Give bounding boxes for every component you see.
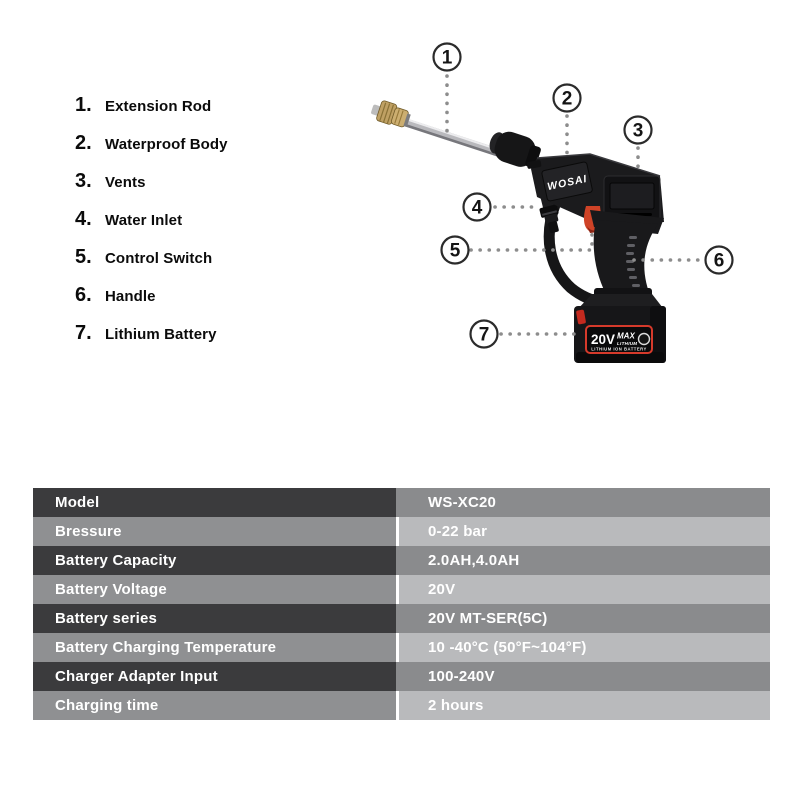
part-name: Extension Rod bbox=[105, 98, 212, 115]
handle bbox=[590, 210, 664, 300]
callout-7 bbox=[471, 321, 498, 348]
part-number: 4. bbox=[75, 208, 92, 230]
spec-row-charging-time bbox=[33, 691, 770, 720]
spec-value: 20V MT-SER(5C) bbox=[399, 604, 770, 633]
battery-strip-label: LITHIUM ION BATTERY bbox=[591, 346, 647, 352]
callout-5 bbox=[442, 237, 469, 264]
spec-label: Charger Adapter Input bbox=[33, 662, 399, 691]
spec-row-pressure bbox=[33, 517, 770, 546]
spec-row-charger-adapter-input bbox=[33, 662, 770, 691]
part-name: Vents bbox=[105, 174, 146, 191]
part-number: 2. bbox=[75, 132, 92, 154]
callout-2 bbox=[554, 85, 581, 112]
brass-nozzle-icon bbox=[369, 98, 412, 130]
callout-1-number: 1 bbox=[441, 47, 453, 69]
part-name: Handle bbox=[105, 288, 156, 305]
part-name: Waterproof Body bbox=[105, 136, 228, 153]
battery-lithium-label: LITHIUM bbox=[617, 341, 638, 346]
part-number: 6. bbox=[75, 284, 92, 306]
callout-4 bbox=[464, 194, 491, 221]
spec-value: WS-XC20 bbox=[399, 488, 770, 517]
callout-5-number: 5 bbox=[449, 240, 461, 262]
spec-value: 2.0AH,4.0AH bbox=[399, 546, 770, 575]
callout-1 bbox=[434, 44, 461, 71]
part-number: 5. bbox=[75, 246, 92, 268]
part-number: 7. bbox=[75, 322, 92, 344]
lithium-battery bbox=[574, 288, 666, 363]
callout-6-number: 6 bbox=[713, 250, 725, 272]
part-name: Water Inlet bbox=[105, 212, 183, 229]
battery-badge-icon bbox=[639, 334, 650, 345]
spec-label: Battery series bbox=[33, 604, 399, 633]
callout-7-number: 7 bbox=[478, 324, 490, 346]
spray-gun-illustration bbox=[369, 98, 666, 363]
spec-value: 100-240V bbox=[399, 662, 770, 691]
callout-3 bbox=[625, 117, 652, 144]
spec-row-battery-series bbox=[33, 604, 770, 633]
spec-value: 20V bbox=[399, 575, 770, 604]
part-name: Control Switch bbox=[105, 250, 213, 267]
callout-6 bbox=[706, 247, 733, 274]
spec-label: Battery Capacity bbox=[33, 546, 399, 575]
callout-3-number: 3 bbox=[632, 120, 644, 142]
spec-label: Bressure bbox=[33, 517, 399, 546]
part-name: Lithium Battery bbox=[105, 326, 217, 343]
part-number: 3. bbox=[75, 170, 92, 192]
spec-value: 10 -40°C (50°F~104°F) bbox=[399, 633, 770, 662]
brand-logo: WOSAI bbox=[546, 172, 589, 194]
battery-max-label: MAX bbox=[617, 331, 635, 341]
spec-row-battery-voltage bbox=[33, 575, 770, 604]
spec-value: 2 hours bbox=[399, 691, 770, 720]
spec-value: 0-22 bar bbox=[399, 517, 770, 546]
spec-table bbox=[33, 488, 770, 720]
spec-row-model bbox=[33, 488, 770, 517]
part-number: 1. bbox=[75, 94, 92, 116]
callout-4-number: 4 bbox=[471, 197, 483, 219]
callout-2-number: 2 bbox=[561, 88, 573, 110]
spec-label: Model bbox=[33, 488, 399, 517]
spec-label: Charging time bbox=[33, 691, 399, 720]
spec-row-battery-capacity bbox=[33, 546, 770, 575]
spec-label: Battery Charging Temperature bbox=[33, 633, 399, 662]
spec-label: Battery Voltage bbox=[33, 575, 399, 604]
battery-voltage-label: 20V bbox=[591, 332, 616, 347]
spec-row-charging-temperature bbox=[33, 633, 770, 662]
